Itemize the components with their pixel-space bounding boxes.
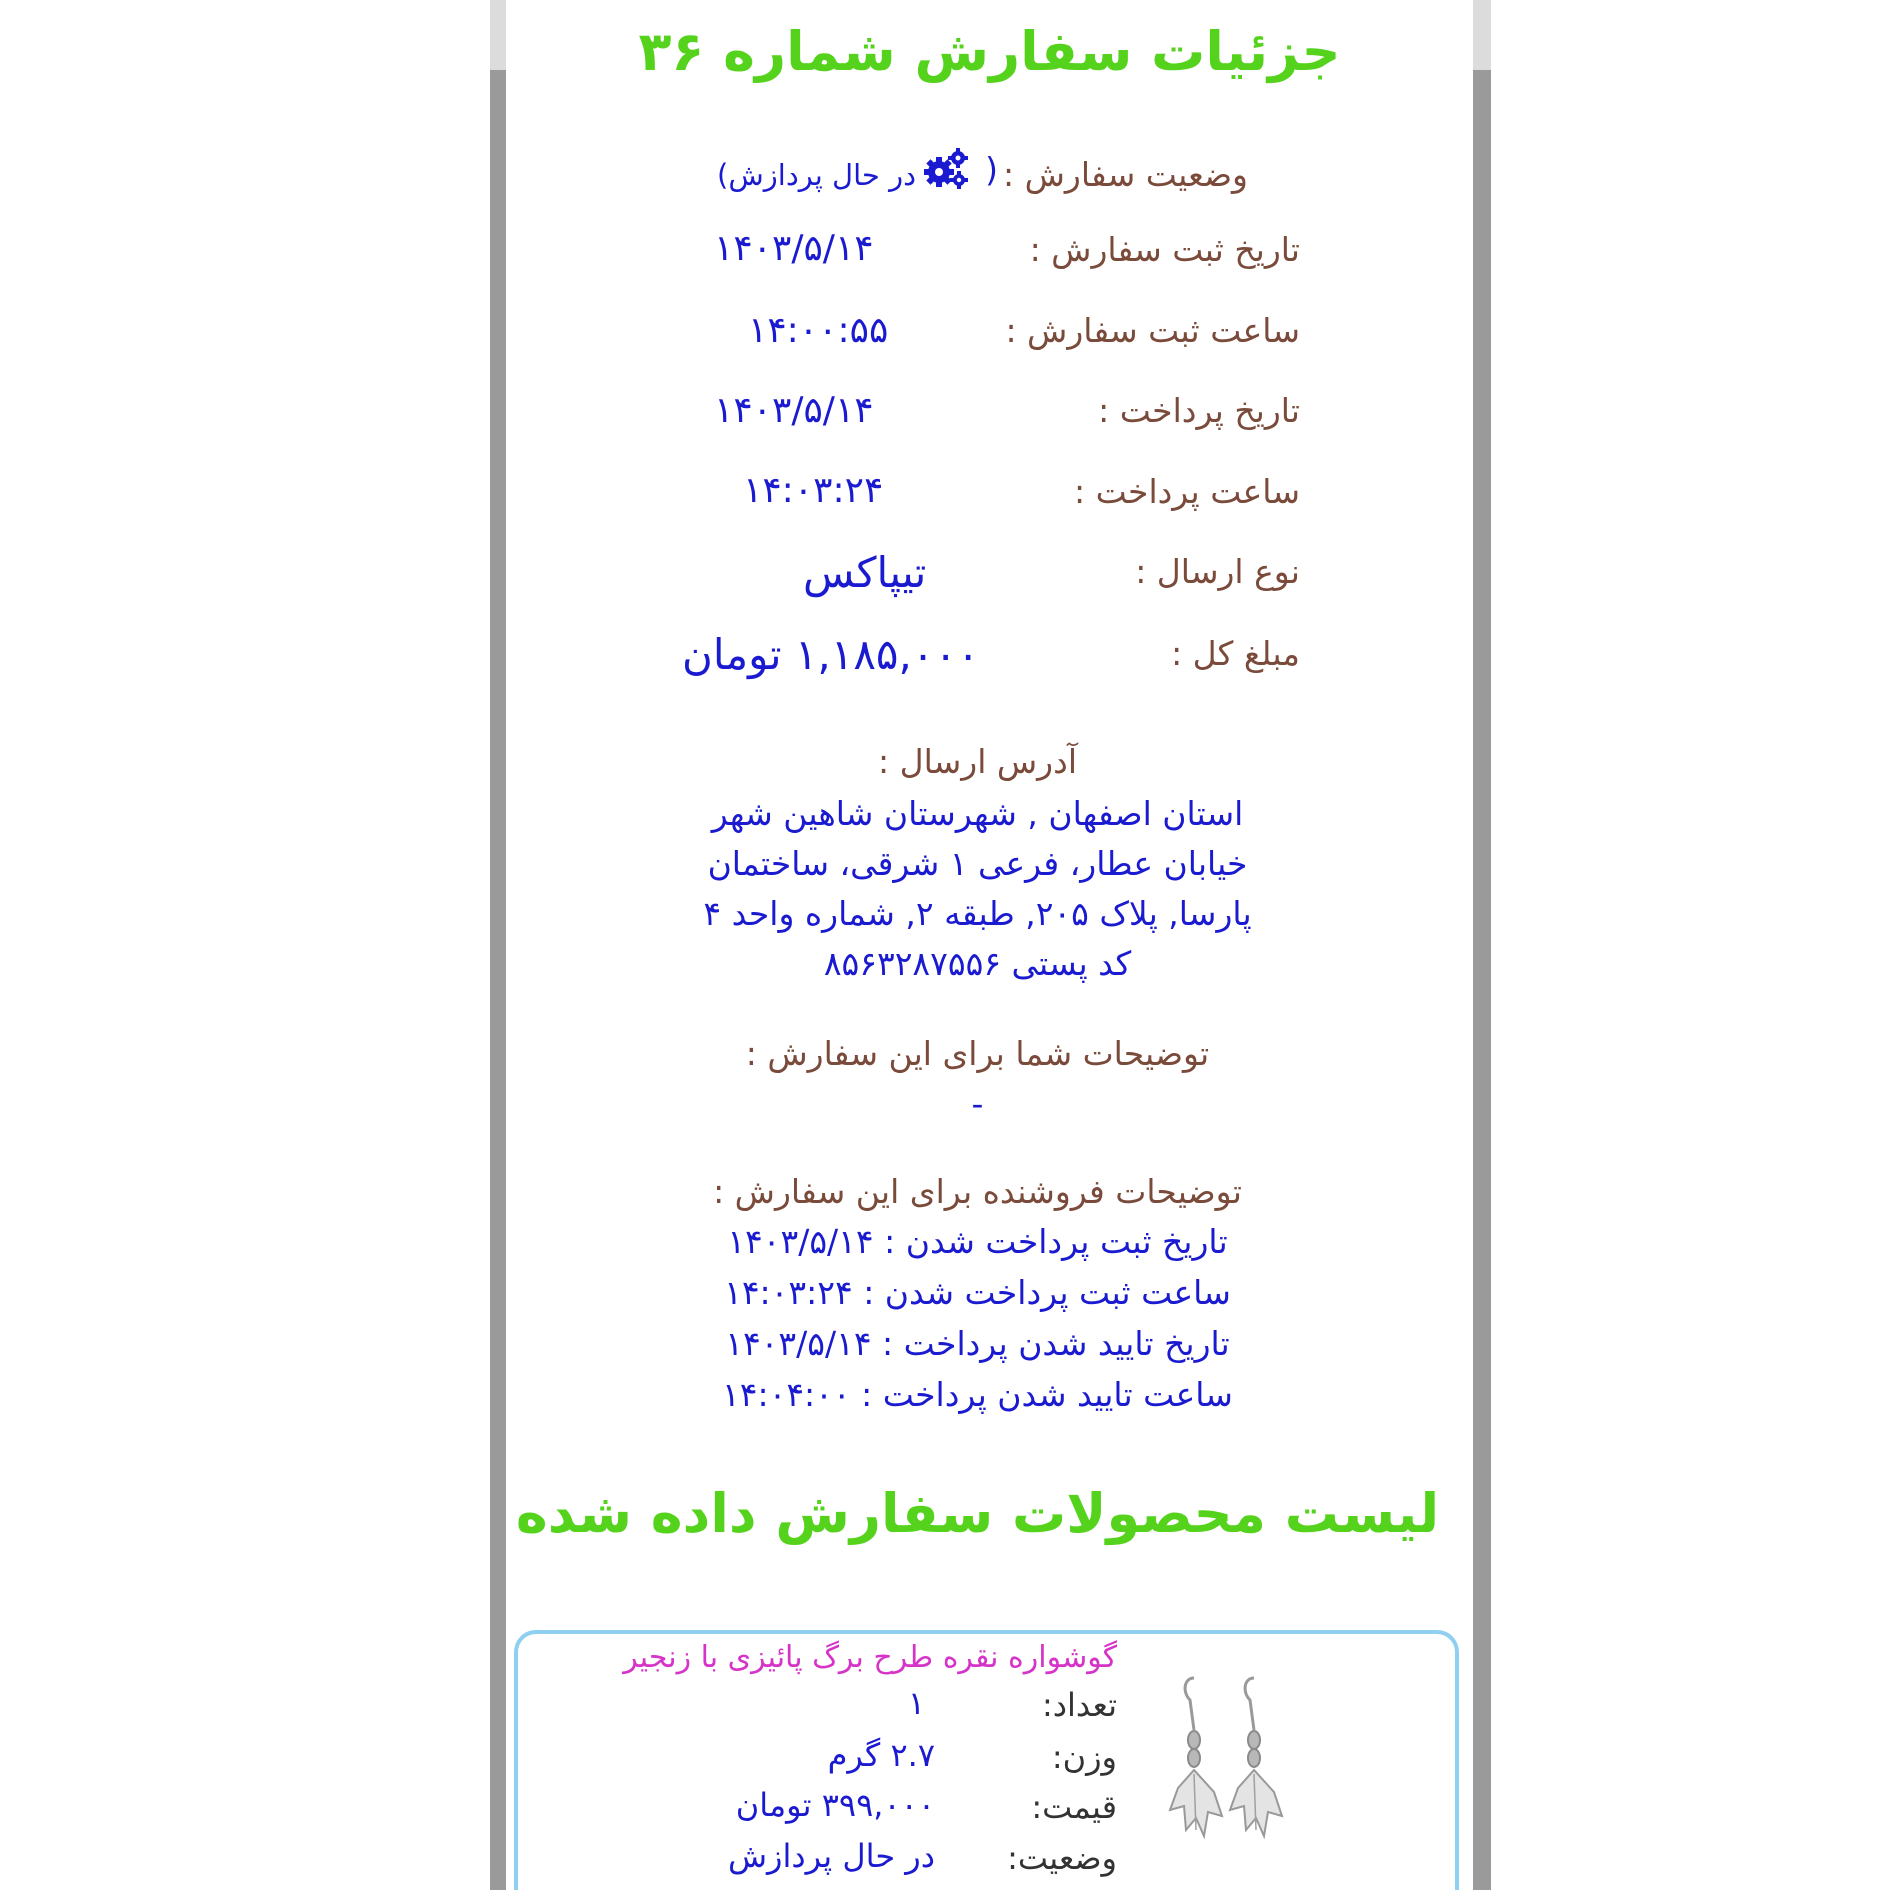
product-status-label: وضعیت:: [1007, 1839, 1117, 1877]
page-title: جزئیات سفارش شماره ۳۶: [638, 20, 1341, 83]
frame-right-border: [1473, 70, 1491, 1890]
frame-right-top: [1473, 0, 1491, 70]
shipping-label: نوع ارسال :: [1135, 552, 1300, 591]
product-image[interactable]: [1166, 1670, 1286, 1860]
product-name[interactable]: گوشواره نقره طرح برگ پائیزی با زنجیر: [623, 1640, 1117, 1675]
seller-notes-line-2: ساعت ثبت پرداخت شدن : ۱۴:۰۳:۲۴: [724, 1273, 1231, 1312]
seller-notes-line-3: تاریخ تایید شدن پرداخت : ۱۴۰۳/۵/۱۴: [725, 1324, 1230, 1363]
reg-time-value: ۱۴:۰۰:۵۵: [748, 310, 889, 351]
total-value: ۱,۱۸۵,۰۰۰ تومان: [682, 630, 980, 679]
status-value: در حال پردازش): [717, 158, 916, 192]
status-label: وضعیت سفارش :: [1003, 155, 1248, 194]
pay-time-label: ساعت پرداخت :: [1074, 472, 1300, 511]
address-line-3: پارسا, پلاک ۲۰۵, طبقه ۲, شماره واحد ۴: [703, 894, 1252, 933]
reg-time-label: ساعت ثبت سفارش :: [1005, 311, 1300, 350]
product-weight-value: ۲.۷ گرم: [827, 1736, 935, 1774]
reg-date-value: ۱۴۰۳/۵/۱۴: [714, 228, 874, 269]
seller-notes-label: توضیحات فروشنده برای این سفارش :: [713, 1172, 1242, 1211]
product-weight-label: وزن:: [1051, 1738, 1117, 1776]
product-price-label: قیمت:: [1031, 1788, 1117, 1826]
products-title: لیست محصولات سفارش داده شده: [515, 1482, 1440, 1545]
seller-notes-line-1: تاریخ ثبت پرداخت شدن : ۱۴۰۳/۵/۱۴: [727, 1222, 1228, 1261]
seller-notes-line-4: ساعت تایید شدن پرداخت : ۱۴:۰۴:۰۰: [722, 1375, 1233, 1414]
gear-icon: [919, 146, 971, 192]
order-details-page: [506, 0, 1473, 1890]
shipping-value: تیپاکس: [803, 548, 927, 597]
product-status-value: در حال پردازش: [727, 1837, 935, 1875]
pay-date-value: ۱۴۰۳/۵/۱۴: [714, 390, 874, 431]
customer-notes-value: -: [971, 1084, 984, 1123]
address-line-1: استان اصفهان , شهرستان شاهین شهر: [711, 794, 1244, 833]
address-label: آدرس ارسال :: [878, 742, 1077, 781]
product-qty-label: تعداد:: [1041, 1686, 1117, 1724]
total-label: مبلغ کل :: [1171, 634, 1300, 673]
status-open-paren: (: [985, 150, 998, 189]
frame-left-top: [490, 0, 506, 70]
address-line-4: کد پستی ۸۵۶۳۲۸۷۵۵۶: [823, 944, 1132, 983]
product-price-value: ۳۹۹,۰۰۰ تومان: [735, 1786, 935, 1824]
pay-date-label: تاریخ پرداخت :: [1098, 391, 1300, 430]
product-qty-value: ۱: [907, 1684, 925, 1722]
address-line-2: خیابان عطار، فرعی ۱ شرقی، ساختمان: [707, 844, 1248, 883]
customer-notes-label: توضیحات شما برای این سفارش :: [745, 1034, 1210, 1073]
product-card[interactable]: [514, 1630, 1459, 1890]
pay-time-value: ۱۴:۰۳:۲۴: [743, 470, 884, 511]
reg-date-label: تاریخ ثبت سفارش :: [1029, 230, 1300, 269]
